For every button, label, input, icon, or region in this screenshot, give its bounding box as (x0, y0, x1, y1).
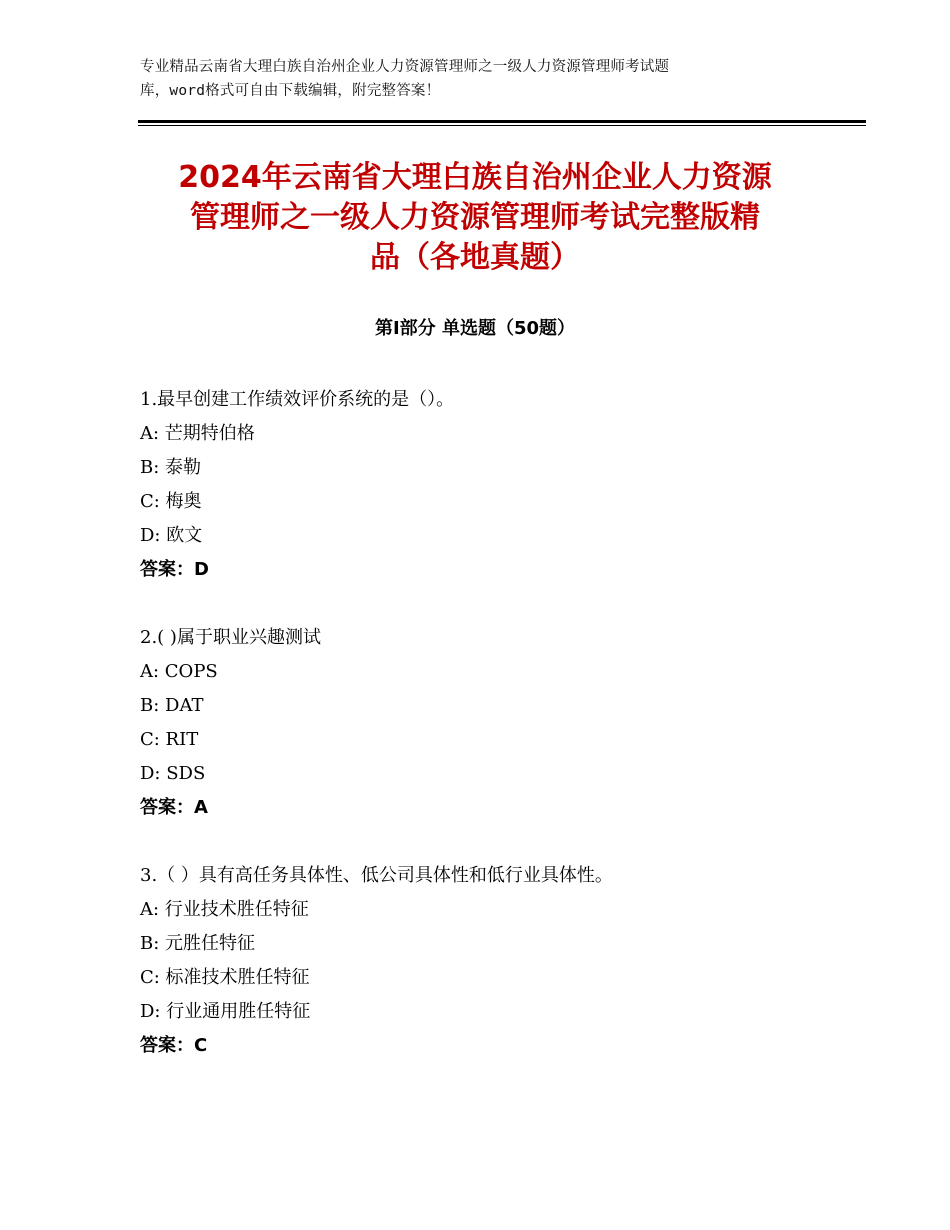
question-3 (140, 859, 840, 1063)
option-d: D: 行业通用胜任特征 (140, 1001, 311, 1022)
option-b: B: 元胜任特征 (140, 933, 256, 954)
document-title (120, 158, 830, 278)
answer: 答案：D (140, 559, 209, 580)
header-rule-thin (138, 125, 866, 126)
option-a: A: COPS (140, 661, 218, 682)
option-c: C: 标准技术胜任特征 (140, 967, 310, 988)
question-1 (140, 383, 840, 587)
option-a: A: 芒期特伯格 (140, 423, 255, 444)
option-a: A: 行业技术胜任特征 (140, 899, 309, 920)
question-stem: 2.( )属于职业兴趣测试 (140, 627, 321, 648)
header-note-line-1: 专业精品云南省大理白族自治州企业人力资源管理师之一级人力资源管理师考试题 (140, 59, 670, 75)
header-rule-thick (138, 120, 866, 123)
question-stem: 3.（ ）具有高任务具体性、低公司具体性和低行业具体性。 (140, 865, 613, 886)
header-note (140, 55, 830, 103)
option-d: D: SDS (140, 763, 206, 784)
option-c: C: RIT (140, 729, 199, 750)
section-title: 第Ⅰ部分 单选题（50题） (374, 318, 575, 339)
option-c: C: 梅奥 (140, 491, 202, 512)
header-note-line-2: 库，word格式可自由下载编辑，附完整答案！ (140, 83, 441, 99)
question-2 (140, 621, 840, 825)
answer: 答案：C (140, 1035, 208, 1056)
option-d: D: 欧文 (140, 525, 203, 546)
option-b: B: DAT (140, 695, 204, 716)
question-list (140, 383, 840, 1097)
option-b: B: 泰勒 (140, 457, 202, 478)
question-stem: 1.最早创建工作绩效评价系统的是（）。 (140, 389, 455, 410)
title-line-2: 管理师之一级人力资源管理师考试完整版精 (190, 200, 760, 235)
title-line-1: 2024年云南省大理白族自治州企业人力资源 (178, 160, 772, 195)
title-line-3: 品（各地真题） (370, 240, 580, 275)
answer: 答案：A (140, 797, 208, 818)
